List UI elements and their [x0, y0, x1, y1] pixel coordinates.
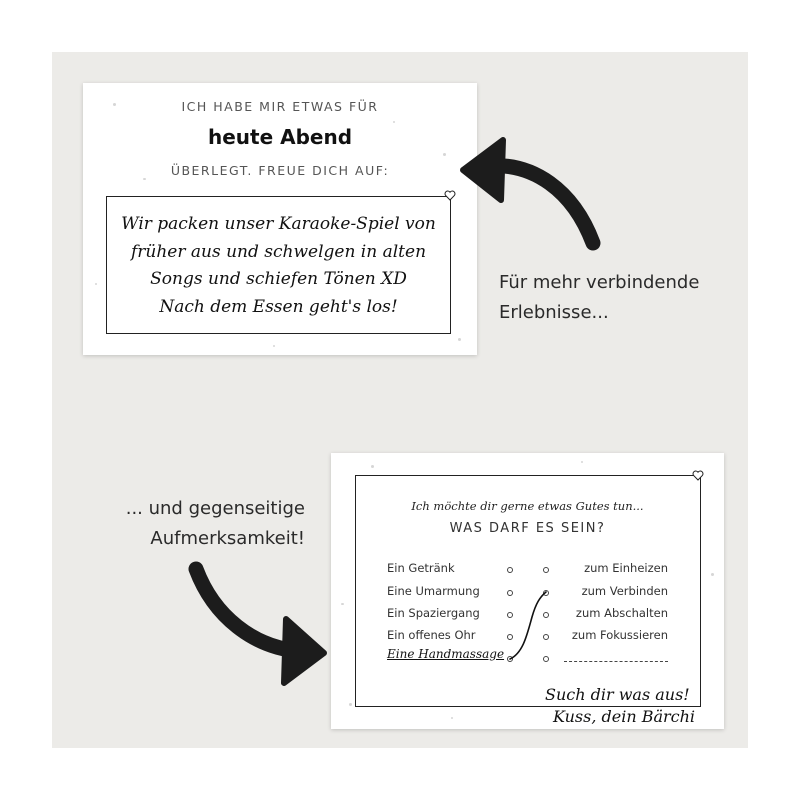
- caption-experiences: [499, 268, 699, 328]
- card-tonight: [83, 83, 477, 355]
- card-heading-top: ICH HABE MIR ETWAS FÜR: [181, 99, 379, 114]
- option-left: Ein Spaziergang: [387, 606, 480, 620]
- blank-option-line: [564, 661, 668, 662]
- paper-speck: [443, 153, 446, 156]
- option-right: zum Abschalten: [575, 606, 668, 620]
- caption-line: Für mehr verbindende: [499, 272, 700, 293]
- paper-speck: [371, 465, 374, 468]
- message-line: früher aus und schwelgen in alten: [130, 241, 427, 262]
- message-line: Nach dem Essen geht's los!: [159, 296, 398, 317]
- option-left: Ein offenes Ohr: [387, 628, 476, 642]
- card-intro: Ich möchte dir gerne etwas Gutes tun...: [411, 499, 644, 513]
- option-left: Ein Getränk: [387, 561, 455, 575]
- arrow-icon: [455, 118, 615, 258]
- paper-speck: [458, 338, 461, 341]
- paper-speck: [349, 703, 352, 706]
- option-right: zum Verbinden: [581, 584, 668, 598]
- paper-speck: [95, 283, 97, 285]
- option-right: zum Fokussieren: [571, 628, 668, 642]
- option-left: Eine Umarmung: [387, 584, 480, 598]
- handwritten-message: [107, 211, 450, 321]
- caption-attention: [126, 494, 305, 554]
- paper-speck: [711, 573, 714, 576]
- paper-speck: [581, 461, 583, 463]
- paper-speck: [341, 603, 344, 605]
- paper-speck: [273, 345, 275, 347]
- caption-line: Aufmerksamkeit!: [150, 528, 305, 549]
- card-heading-bottom: ÜBERLEGT. FREUE DICH AUF:: [170, 163, 390, 178]
- signature: Kuss, dein Bärchi: [553, 707, 696, 726]
- option-dot: [543, 567, 549, 573]
- caption-line: Erlebnisse...: [499, 302, 609, 323]
- caption-line: ... und gegenseitige: [125, 498, 305, 519]
- arrow-icon: [182, 555, 342, 695]
- paper-speck: [393, 121, 395, 123]
- card-wish: [331, 453, 724, 729]
- card-question: WAS DARF ES SEIN?: [449, 521, 606, 536]
- heart-icon: [692, 470, 704, 481]
- option-dot: [507, 567, 513, 573]
- message-box: [106, 196, 451, 334]
- closing-line: Such dir was aus!: [545, 685, 690, 704]
- message-line: Songs und schiefen Tönen XD: [150, 269, 407, 289]
- option-left-handwritten: Eine Handmassage: [387, 647, 505, 661]
- paper-speck: [451, 717, 453, 719]
- paper-speck: [143, 178, 146, 180]
- option-right: zum Einheizen: [584, 561, 668, 575]
- connecting-line: [501, 583, 561, 668]
- message-line: Wir packen unser Karaoke-Spiel von: [121, 214, 436, 234]
- card-title: heute Abend: [207, 125, 353, 149]
